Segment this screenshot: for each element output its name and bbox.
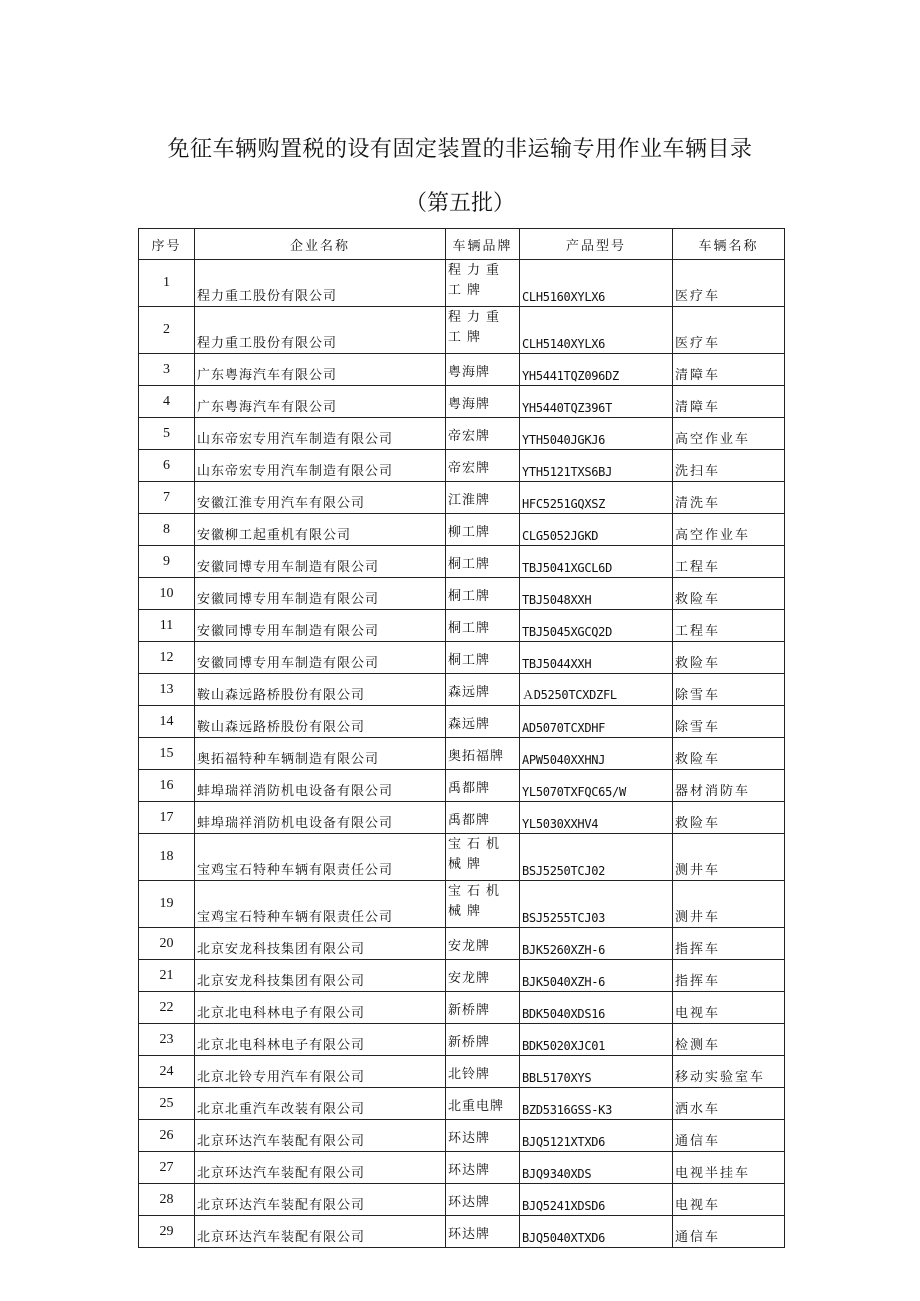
vehicle-name-cell: 电视半挂车 (673, 1152, 785, 1184)
model-cell: AD5070TCXDHF (520, 706, 673, 738)
brand-cell: 程力重工牌 (446, 307, 520, 354)
serial-cell: 12 (139, 642, 195, 674)
header-company: 企业名称 (195, 229, 446, 260)
table-row (139, 674, 785, 706)
company-cell: 广东粤海汽车有限公司 (195, 386, 446, 418)
table-row (139, 450, 785, 482)
company-cell: 宝鸡宝石特种车辆有限责任公司 (195, 834, 446, 881)
vehicle-name-cell: 工程车 (673, 610, 785, 642)
table-row (139, 960, 785, 992)
serial-cell: 6 (139, 450, 195, 482)
model-cell: YH5441TQZ096DZ (520, 354, 673, 386)
serial-cell: 4 (139, 386, 195, 418)
brand-cell: 桐工牌 (446, 578, 520, 610)
company-cell: 山东帝宏专用汽车制造有限公司 (195, 450, 446, 482)
serial-cell: 17 (139, 802, 195, 834)
model-cell: BDK5040XDS16 (520, 992, 673, 1024)
serial-cell: 1 (139, 260, 195, 307)
model-cell: HFC5251GQXSZ (520, 482, 673, 514)
model-cell: BJQ5040XTXD6 (520, 1216, 673, 1248)
brand-cell: 环达牌 (446, 1120, 520, 1152)
vehicle-name-cell: 救险车 (673, 802, 785, 834)
model-cell: BDK5020XJC01 (520, 1024, 673, 1056)
serial-cell: 15 (139, 738, 195, 770)
company-cell: 北京北铃专用汽车有限公司 (195, 1056, 446, 1088)
table-row (139, 610, 785, 642)
brand-cell: 帝宏牌 (446, 418, 520, 450)
table-row (139, 1056, 785, 1088)
brand-cell: 森远牌 (446, 706, 520, 738)
serial-cell: 23 (139, 1024, 195, 1056)
vehicle-name-cell: 工程车 (673, 546, 785, 578)
company-cell: 北京北电科林电子有限公司 (195, 1024, 446, 1056)
company-cell: 程力重工股份有限公司 (195, 307, 446, 354)
serial-cell: 14 (139, 706, 195, 738)
serial-cell: 5 (139, 418, 195, 450)
table-row (139, 1024, 785, 1056)
vehicle-name-cell: 通信车 (673, 1120, 785, 1152)
serial-cell: 29 (139, 1216, 195, 1248)
vehicle-name-cell: 救险车 (673, 642, 785, 674)
model-cell: ＡD5250TCXDZFL (520, 674, 673, 706)
brand-cell: 桐工牌 (446, 642, 520, 674)
brand-cell: 帝宏牌 (446, 450, 520, 482)
company-cell: 北京环达汽车装配有限公司 (195, 1216, 446, 1248)
model-cell: BJQ9340XDS (520, 1152, 673, 1184)
vehicle-name-cell: 测井车 (673, 834, 785, 881)
company-cell: 安徽同博专用车制造有限公司 (195, 546, 446, 578)
vehicle-name-cell: 检测车 (673, 1024, 785, 1056)
brand-cell: 粤海牌 (446, 386, 520, 418)
document-subtitle: （第五批） (404, 191, 515, 216)
model-cell: TBJ5041XGCL6D (520, 546, 673, 578)
vehicle-name-cell: 医疗车 (673, 307, 785, 354)
model-cell: TBJ5045XGCQ2D (520, 610, 673, 642)
vehicle-name-cell: 移动实验室车 (673, 1056, 785, 1088)
model-cell: BJK5040XZH-6 (520, 960, 673, 992)
table-row (139, 578, 785, 610)
serial-cell: 21 (139, 960, 195, 992)
table-row (139, 386, 785, 418)
vehicle-name-cell: 高空作业车 (673, 514, 785, 546)
brand-cell: 森远牌 (446, 674, 520, 706)
serial-cell: 11 (139, 610, 195, 642)
brand-cell: 宝石机械牌 (446, 834, 520, 881)
table-row (139, 881, 785, 928)
table-row (139, 770, 785, 802)
model-cell: BJQ5121XTXD6 (520, 1120, 673, 1152)
table-row (139, 802, 785, 834)
vehicle-catalog-table (138, 228, 785, 1248)
model-cell: BSJ5250TCJ02 (520, 834, 673, 881)
vehicle-name-cell: 电视车 (673, 992, 785, 1024)
serial-cell: 8 (139, 514, 195, 546)
brand-cell: 程力重工牌 (446, 260, 520, 307)
vehicle-name-cell: 指挥车 (673, 960, 785, 992)
table-row (139, 514, 785, 546)
company-cell: 蚌埠瑞祥消防机电设备有限公司 (195, 802, 446, 834)
table-row (139, 1184, 785, 1216)
header-brand: 车辆品牌 (446, 229, 520, 260)
company-cell: 安徽江淮专用汽车有限公司 (195, 482, 446, 514)
model-cell: BBL5170XYS (520, 1056, 673, 1088)
vehicle-name-cell: 除雪车 (673, 674, 785, 706)
vehicle-name-cell: 测井车 (673, 881, 785, 928)
model-cell: YTH5040JGKJ6 (520, 418, 673, 450)
vehicle-name-cell: 洗扫车 (673, 450, 785, 482)
company-cell: 北京北重汽车改装有限公司 (195, 1088, 446, 1120)
company-cell: 程力重工股份有限公司 (195, 260, 446, 307)
serial-cell: 27 (139, 1152, 195, 1184)
brand-cell: 新桥牌 (446, 992, 520, 1024)
table-row (139, 928, 785, 960)
model-cell: BJQ5241XDSD6 (520, 1184, 673, 1216)
model-cell: CLG5052JGKD (520, 514, 673, 546)
table-row (139, 1216, 785, 1248)
serial-cell: 16 (139, 770, 195, 802)
table-row (139, 992, 785, 1024)
vehicle-name-cell: 救险车 (673, 738, 785, 770)
vehicle-name-cell: 洒水车 (673, 1088, 785, 1120)
brand-cell: 禹都牌 (446, 802, 520, 834)
company-cell: 广东粤海汽车有限公司 (195, 354, 446, 386)
company-cell: 安徽同博专用车制造有限公司 (195, 642, 446, 674)
table-row (139, 307, 785, 354)
table-row (139, 1152, 785, 1184)
company-cell: 宝鸡宝石特种车辆有限责任公司 (195, 881, 446, 928)
table-header-row (139, 229, 785, 260)
company-cell: 蚌埠瑞祥消防机电设备有限公司 (195, 770, 446, 802)
vehicle-name-cell: 器材消防车 (673, 770, 785, 802)
serial-cell: 24 (139, 1056, 195, 1088)
serial-cell: 28 (139, 1184, 195, 1216)
document-title: 免征车辆购置税的设有固定装置的非运输专用作业车辆目录 (167, 137, 753, 162)
model-cell: TBJ5044XXH (520, 642, 673, 674)
serial-cell: 19 (139, 881, 195, 928)
model-cell: BSJ5255TCJ03 (520, 881, 673, 928)
company-cell: 北京环达汽车装配有限公司 (195, 1184, 446, 1216)
model-cell: YH5440TQZ396T (520, 386, 673, 418)
vehicle-name-cell: 清洗车 (673, 482, 785, 514)
company-cell: 鞍山森远路桥股份有限公司 (195, 706, 446, 738)
vehicle-name-cell: 高空作业车 (673, 418, 785, 450)
serial-cell: 9 (139, 546, 195, 578)
serial-cell: 7 (139, 482, 195, 514)
brand-cell: 粤海牌 (446, 354, 520, 386)
brand-cell: 环达牌 (446, 1216, 520, 1248)
vehicle-name-cell: 清障车 (673, 386, 785, 418)
company-cell: 安徽同博专用车制造有限公司 (195, 578, 446, 610)
serial-cell: 20 (139, 928, 195, 960)
brand-cell: 安龙牌 (446, 960, 520, 992)
vehicle-name-cell: 清障车 (673, 354, 785, 386)
header-model: 产品型号 (520, 229, 673, 260)
serial-cell: 2 (139, 307, 195, 354)
company-cell: 奥拓福特种车辆制造有限公司 (195, 738, 446, 770)
brand-cell: 柳工牌 (446, 514, 520, 546)
model-cell: TBJ5048XXH (520, 578, 673, 610)
table-row (139, 1088, 785, 1120)
serial-cell: 22 (139, 992, 195, 1024)
model-cell: BZD5316GSS-K3 (520, 1088, 673, 1120)
brand-cell: 环达牌 (446, 1152, 520, 1184)
company-cell: 山东帝宏专用汽车制造有限公司 (195, 418, 446, 450)
brand-cell: 奥拓福牌 (446, 738, 520, 770)
brand-cell: 北铃牌 (446, 1056, 520, 1088)
table-row (139, 418, 785, 450)
serial-cell: 13 (139, 674, 195, 706)
model-cell: CLH5160XYLX6 (520, 260, 673, 307)
vehicle-name-cell: 除雪车 (673, 706, 785, 738)
brand-cell: 桐工牌 (446, 610, 520, 642)
company-cell: 北京环达汽车装配有限公司 (195, 1120, 446, 1152)
table-row (139, 642, 785, 674)
company-cell: 北京安龙科技集团有限公司 (195, 928, 446, 960)
company-cell: 安徽柳工起重机有限公司 (195, 514, 446, 546)
model-cell: BJK5260XZH-6 (520, 928, 673, 960)
table-row (139, 482, 785, 514)
vehicle-name-cell: 指挥车 (673, 928, 785, 960)
vehicle-name-cell: 救险车 (673, 578, 785, 610)
company-cell: 北京北电科林电子有限公司 (195, 992, 446, 1024)
header-serial: 序号 (139, 229, 195, 260)
vehicle-name-cell: 通信车 (673, 1216, 785, 1248)
model-cell: YL5070TXFQC65/W (520, 770, 673, 802)
table-row (139, 546, 785, 578)
model-cell: APW5040XXHNJ (520, 738, 673, 770)
brand-cell: 北重电牌 (446, 1088, 520, 1120)
company-cell: 鞍山森远路桥股份有限公司 (195, 674, 446, 706)
model-cell: CLH5140XYLX6 (520, 307, 673, 354)
table-row (139, 738, 785, 770)
table-row (139, 834, 785, 881)
brand-cell: 桐工牌 (446, 546, 520, 578)
serial-cell: 18 (139, 834, 195, 881)
vehicle-name-cell: 医疗车 (673, 260, 785, 307)
company-cell: 北京安龙科技集团有限公司 (195, 960, 446, 992)
serial-cell: 10 (139, 578, 195, 610)
brand-cell: 江淮牌 (446, 482, 520, 514)
vehicle-name-cell: 电视车 (673, 1184, 785, 1216)
brand-cell: 宝石机械牌 (446, 881, 520, 928)
company-cell: 安徽同博专用车制造有限公司 (195, 610, 446, 642)
model-cell: YTH5121TXS6BJ (520, 450, 673, 482)
header-vehicle-name: 车辆名称 (673, 229, 785, 260)
table-row (139, 1120, 785, 1152)
brand-cell: 安龙牌 (446, 928, 520, 960)
brand-cell: 禹都牌 (446, 770, 520, 802)
brand-cell: 环达牌 (446, 1184, 520, 1216)
model-cell: YL5030XXHV4 (520, 802, 673, 834)
brand-cell: 新桥牌 (446, 1024, 520, 1056)
company-cell: 北京环达汽车装配有限公司 (195, 1152, 446, 1184)
table-row (139, 260, 785, 307)
serial-cell: 3 (139, 354, 195, 386)
table-row (139, 354, 785, 386)
serial-cell: 25 (139, 1088, 195, 1120)
table-row (139, 706, 785, 738)
serial-cell: 26 (139, 1120, 195, 1152)
